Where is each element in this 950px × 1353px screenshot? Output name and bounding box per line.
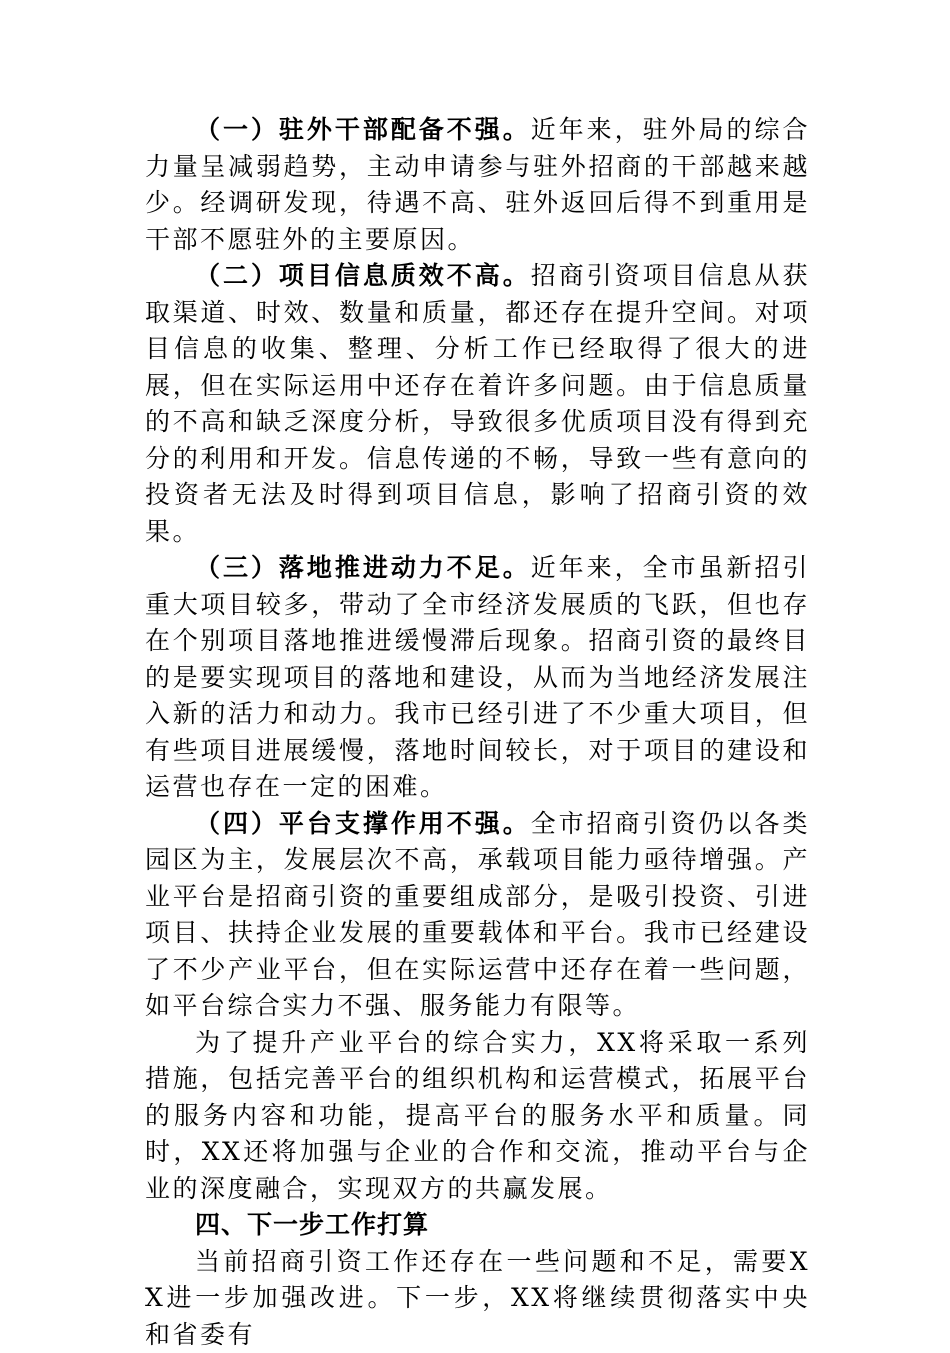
- paragraph-lead: （四）平台支撑作用不强。: [195, 809, 531, 838]
- document-page: [145, 112, 810, 1353]
- paragraph-cadre-staffing: [145, 112, 810, 258]
- paragraph-project-landing: [145, 550, 810, 806]
- paragraph-project-info: [145, 258, 810, 550]
- paragraph-body: 近年来，全市虽新招引重大项目较多，带动了全市经济发展质的飞跃，但也存在个别项目落地推进缓慢滞后现象。招商引资的最终目的是要实现项目的落地和建设，从而为当地经济发展注入新的活力和动力。我市已经引进了不少重大项目，但有些项目进展缓慢，落地时间较长，对于项目的建设和运营也存在一定的困难。: [145, 553, 810, 801]
- paragraph-lead: （三）落地推进动力不足。: [195, 553, 531, 582]
- paragraph-body: 为了提升产业平台的综合实力，XX将采取一系列措施，包括完善平台的组织机构和运营模式，拓展平台的服务内容和功能，提高平台的服务水平和质量。同时，XX还将加强与企业的合作和交流，推动平台与企业的深度融合，实现双方的共赢发展。: [145, 1028, 810, 1203]
- section-heading: 四、下一步工作打算: [145, 1207, 810, 1244]
- paragraph-body: 全市招商引资仍以各类园区为主，发展层次不高，承载项目能力亟待增强。产业平台是招商引资的重要组成部分，是吸引投资、引进项目、扶持企业发展的重要载体和平台。我市已经建设了不少产业平台，但在实际运营中还存在着一些问题，如平台综合实力不强、服务能力有限等。: [145, 809, 810, 1021]
- paragraph-lead: （一）驻外干部配备不强。: [195, 115, 531, 144]
- paragraph-body: 近年来，驻外局的综合力量呈减弱趋势，主动申请参与驻外招商的干部越来越少。经调研发现，待遇不高、驻外返回后得不到重用是干部不愿驻外的主要原因。: [145, 115, 810, 254]
- paragraph-closing: 当前招商引资工作还存在一些问题和不足，需要XX进一步加强改进。下一步，XX将继续贯彻落实中央和省委有: [145, 1244, 810, 1353]
- paragraph-platform-measures: [145, 1025, 810, 1208]
- paragraph-platform-support: [145, 806, 810, 1025]
- paragraph-body: 招商引资项目信息从获取渠道、时效、数量和质量，都还存在提升空间。对项目信息的收集、整理、分析工作已经取得了很大的进展，但在实际运用中还存在着许多问题。由于信息质量的不高和缺乏深度分析，导致很多优质项目没有得到充分的利用和开发。信息传递的不畅，导致一些有意向的投资者无法及时得到项目信息，影响了招商引资的效果。: [145, 261, 810, 546]
- paragraph-lead: （二）项目信息质效不高。: [195, 261, 531, 290]
